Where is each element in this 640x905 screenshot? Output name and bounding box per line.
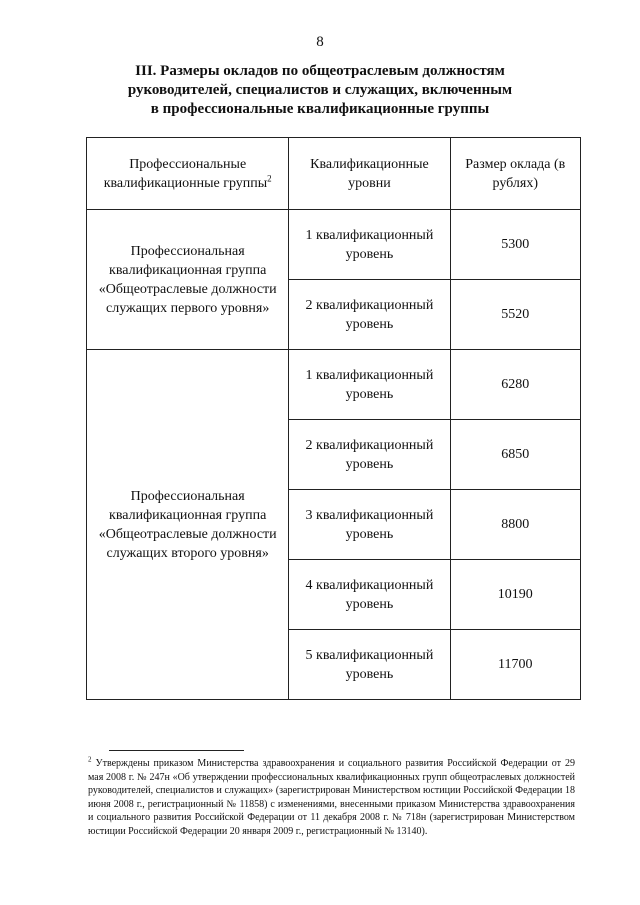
salary-cell: 10190 <box>450 560 580 630</box>
salary-cell: 6280 <box>450 350 580 420</box>
title-line-3: в профессиональные квалификационные группы <box>150 101 490 117</box>
table-row <box>87 350 581 420</box>
salary-cell: 11700 <box>450 630 580 700</box>
table-header-row <box>87 138 581 210</box>
page-number: 8 <box>316 34 324 50</box>
level-cell: 5 квалификационный уровень <box>289 630 450 700</box>
level-cell: 2 квалификационный уровень <box>289 420 450 490</box>
table-row <box>87 210 581 280</box>
level-cell: 3 квалификационный уровень <box>289 490 450 560</box>
header-levels: Квалификационные уровни <box>289 138 450 210</box>
header-groups-label: Профессиональные квалификационные группы <box>103 156 268 191</box>
header-salary: Размер оклада (в рублях) <box>450 138 580 210</box>
footnote <box>88 757 575 838</box>
footnote-divider <box>109 750 244 751</box>
section-title <box>90 62 550 119</box>
title-line-1: III. Размеры окладов по общеотраслевым должностям <box>135 63 505 79</box>
salary-cell: 8800 <box>450 490 580 560</box>
level-cell: 4 квалификационный уровень <box>289 560 450 630</box>
group-name-1: Профессиональная квалификационная группа «Общеотраслевые должности служащих первого уровня» <box>87 210 289 350</box>
level-cell: 2 квалификационный уровень <box>289 280 450 350</box>
header-groups <box>87 138 289 210</box>
salary-cell: 5520 <box>450 280 580 350</box>
salary-cell: 6850 <box>450 420 580 490</box>
title-line-2: руководителей, специалистов и служащих, включенным <box>127 82 513 98</box>
salary-table <box>86 137 581 700</box>
footnote-ref: 2 <box>267 172 272 183</box>
group-name-2: Профессиональная квалификационная группа «Общеотраслевые должности служащих второго уровня» <box>87 350 289 700</box>
footnote-marker: 2 <box>88 755 92 764</box>
level-cell: 1 квалификационный уровень <box>289 350 450 420</box>
level-cell: 1 квалификационный уровень <box>289 210 450 280</box>
salary-cell: 5300 <box>450 210 580 280</box>
footnote-text: Утверждены приказом Министерства здравоохранения и социального развития Российской Федерации от 29 мая 2008 г. № 247н «Об утверждении профессиональных квалификационных групп общеотраслевых должностей руководителей, специалистов и служащих» (зарегистрирован Министерством юстиции Российской Федерации 18 июня 2008 г., регистрационный № 11858) с изменениями, внесенными приказом Министерства здравоохранения и социального развития Российской Федерации от 11 декабря 2008 г. № 718н (зарегистрирован Министерством юстиции Российской Федерации 20 января 2009 г., регистрационный № 13140). <box>88 758 575 837</box>
